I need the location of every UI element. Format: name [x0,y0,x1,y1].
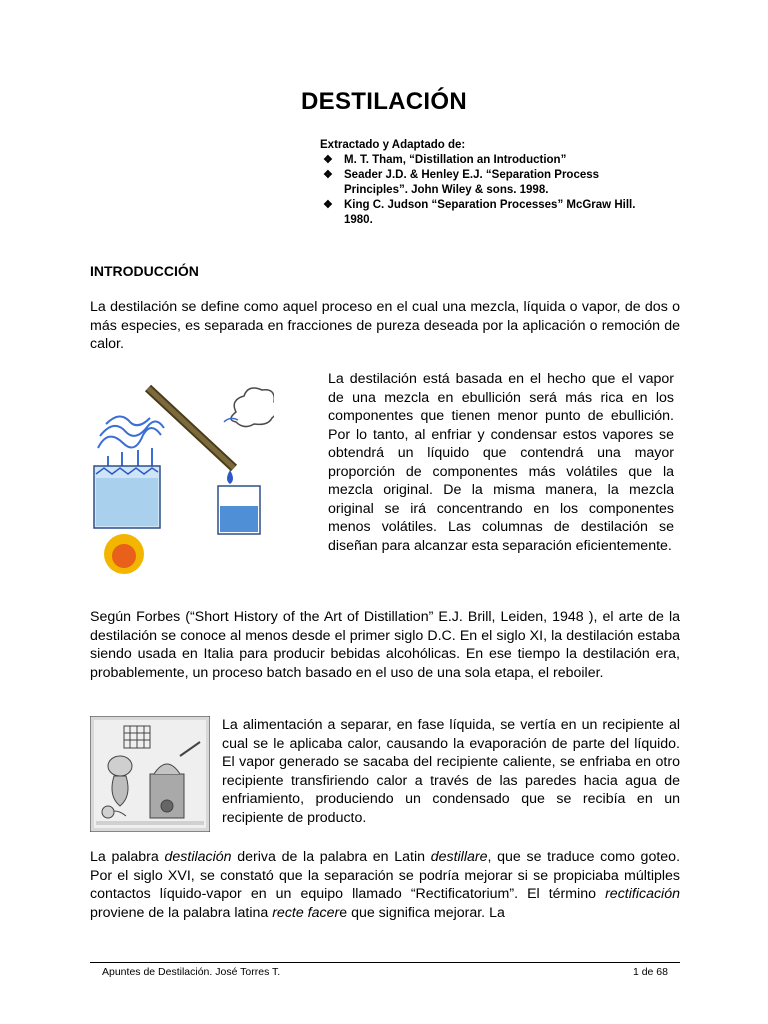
text-run: , que se traduce como goteo. Por el siglo XVI, se constató que la separación se podría mejorar si se propiciaba múltiples contactos líquido-vapor en un equipo llamado “Rectificatorium”. El término [90,849,681,902]
reference-text: King C. Judson “Separation Processes” McGraw Hill. 1980. [344,199,636,226]
paragraph-definition: La destilación se define como aquel proceso en el cual una mezcla, líquida o vapor, de dos o más especies, es separada en fracciones de pureza deseada por la aplicación o remoción de calor. [90,299,680,352]
document-title: DESTILACIÓN [301,88,467,115]
distillation-illustration [88,378,274,578]
reference-text: Seader J.D. & Henley E.J. “Separation Process Principles”. John Wiley & sons. 1998. [344,169,600,196]
paragraph-principle: La destilación está basada en el hecho que el vapor de una mezcla en ebullición será más rica en los componentes que tienen menor punto de ebullición. Por lo tanto, al enfriar y condensar estos vapores se obtendrá un líquido que contendrá una mayor proporción de componentes más volátiles que la mezcla original. De la misma manera, la mezcla original se irá concentrando en los componentes menos volátiles. Las columnas de destilación se diseñan para alcanzar esta separación eficientemente. [328,371,674,554]
italic-term: destilación [164,849,232,865]
paragraph-process: La alimentación a separar, en fase líquida, se vertía en un recipiente al cual se le aplicaba calor, causando la evaporación de parte del líquido. El vapor generado se sacaba del recipiente caliente, se enfriaba en otro recipiente transfiriendo calor a través de las paredes hacia agua de enfriamiento, produciendo un condensado que se recibía en un recipiente de producto. [222,717,680,826]
paragraph-etymology [90,848,680,922]
text-run: La palabra [90,849,165,865]
italic-term: destillare [430,849,488,865]
paragraph-history: Según Forbes (“Short History of the Art of Distillation” E.J. Brill, Leiden, 1948 ), el arte de la destilación se conoce al menos desde el primer siglo D.C. En el siglo XI, la destilación estaba siendo usada en Italia para producir bebidas alcohólicas. En ese tiempo la destilación era, probablemente, un proceso batch basado en el uso de una sola etapa, el reboiler. [90,609,680,681]
diamond-bullet-icon: ❖ [323,154,333,166]
footer-author: Apuntes de Destilación. José Torres T. [102,966,281,978]
historic-engraving-image [90,716,210,832]
reference-item [320,168,650,198]
references-block [320,138,650,228]
reference-item [320,198,650,228]
diamond-bullet-icon: ❖ [323,199,333,211]
text-run: proviene de la palabra latina [90,904,273,921]
italic-term: rectificación [605,886,680,902]
text-run: deriva de la palabra en Latin [231,849,431,865]
footer-divider [90,962,680,963]
section-heading: INTRODUCCIÓN [90,263,199,279]
references-heading: Extractado y Adaptado de: [320,139,466,151]
reference-item [320,153,650,168]
text-run: e que significa mejorar. La [339,904,505,921]
footer-page-number: 1 de 68 [632,966,668,978]
italic-term: recte facer [272,904,340,921]
references-list [320,153,650,228]
reference-text: M. T. Tham, “Distillation an Introduction” [344,154,567,166]
diamond-bullet-icon: ❖ [323,169,333,181]
